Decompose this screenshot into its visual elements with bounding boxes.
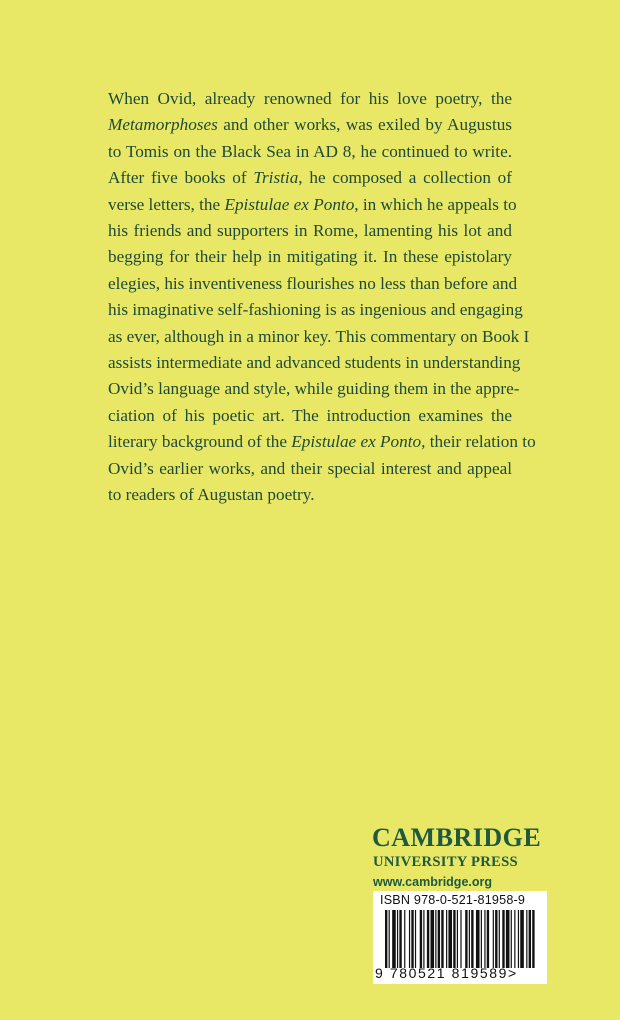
barcode-bar bbox=[484, 910, 485, 968]
blurb-line bbox=[108, 244, 512, 270]
barcode-bar bbox=[487, 910, 489, 968]
barcode-addon-mark: > bbox=[508, 965, 518, 981]
barcode-bar bbox=[453, 910, 455, 968]
barcode-bar bbox=[448, 910, 452, 968]
isbn-label: ISBN 978-0-521-81958-9 bbox=[380, 893, 526, 907]
blurb-text: to Tomis on the Black Sea in AD 8, he continued to write. bbox=[108, 141, 512, 161]
blurb-line bbox=[108, 350, 521, 376]
blurb-line bbox=[108, 324, 530, 350]
barcode-bar bbox=[446, 910, 447, 968]
barcode-bar bbox=[435, 910, 436, 968]
blurb-text: as ever, although in a minor key. This commentary on Book I bbox=[108, 326, 530, 346]
barcode-bars bbox=[385, 910, 537, 968]
barcode-bar bbox=[520, 910, 524, 968]
barcode-bar bbox=[392, 910, 396, 968]
blurb-text: literary background of the bbox=[108, 432, 292, 452]
blurb-line bbox=[108, 112, 512, 138]
blurb-italic-title: Tristia bbox=[253, 168, 299, 188]
blurb-text: his friends and supporters in Rome, lamenting his lot and bbox=[108, 221, 512, 241]
blurb-text: , their relation to bbox=[421, 432, 536, 452]
blurb-text: After five books of bbox=[108, 168, 254, 188]
barcode-bar bbox=[502, 910, 504, 968]
barcode-bar bbox=[423, 910, 424, 968]
blurb-text: ciation of his poetic art. The introduction examines the bbox=[108, 405, 512, 425]
barcode-bar bbox=[385, 910, 387, 968]
barcode-bar bbox=[460, 910, 461, 968]
blurb-line bbox=[108, 456, 512, 482]
blurb-line bbox=[108, 218, 512, 244]
blurb-italic-title: Metamorphoses bbox=[108, 115, 218, 135]
blurb-italic-title: Epistulae ex Ponto bbox=[291, 432, 422, 452]
blurb-text: elegies, his inventiveness flourishes no less than before and bbox=[108, 273, 518, 293]
blurb-line bbox=[108, 297, 523, 323]
blurb-line bbox=[108, 482, 512, 508]
barcode-bar bbox=[506, 910, 510, 968]
blurb-text: verse letters, the bbox=[108, 194, 225, 214]
blurb-text: to readers of Augustan poetry. bbox=[108, 485, 315, 505]
blurb-line bbox=[108, 86, 512, 112]
publisher-imprint bbox=[372, 823, 548, 892]
barcode-bar bbox=[471, 910, 473, 968]
barcode-bar bbox=[457, 910, 458, 968]
blurb-line bbox=[108, 139, 512, 165]
blurb-text: his imaginative self-fashioning is as ingenious and engaging bbox=[108, 300, 523, 320]
blurb-text: Ovid’s language and style, while guiding them in the appre- bbox=[108, 379, 520, 399]
blurb-text: begging for their help in mitigating it. In these epistolary bbox=[108, 247, 512, 267]
blurb-text: , he composed a collection of bbox=[298, 168, 512, 188]
barcode-bar bbox=[499, 910, 500, 968]
blurb-line bbox=[108, 165, 512, 191]
blurb-text: and other works, was exiled by Augustus bbox=[217, 115, 512, 135]
barcode-bar bbox=[493, 910, 494, 968]
blurb-line bbox=[108, 429, 536, 455]
barcode-bar bbox=[404, 910, 405, 968]
barcode-bar bbox=[427, 910, 429, 968]
blurb-line bbox=[108, 376, 520, 402]
barcode-number: 9 780521 819589 bbox=[375, 965, 508, 981]
barcode-bar bbox=[526, 910, 527, 968]
barcode-bar bbox=[511, 910, 512, 968]
isbn-barcode bbox=[373, 891, 547, 984]
barcode-bar bbox=[469, 910, 470, 968]
barcode-bar bbox=[495, 910, 497, 968]
barcode-bar bbox=[441, 910, 443, 968]
barcode-bar bbox=[481, 910, 482, 968]
barcode-bar bbox=[397, 910, 398, 968]
barcode-digits bbox=[375, 965, 518, 981]
blurb-text: , in which he appeals to bbox=[354, 194, 517, 214]
publisher-url: www.cambridge.org bbox=[373, 875, 493, 889]
blurb-line bbox=[108, 403, 512, 429]
barcode-bar bbox=[518, 910, 519, 968]
blurb-text: When Ovid, already renowned for his love poetry, the bbox=[108, 89, 512, 108]
blurb-italic-title: Epistulae ex Ponto bbox=[224, 194, 355, 214]
barcode-bar bbox=[514, 910, 515, 968]
blurb-line bbox=[108, 192, 517, 218]
barcode-bar bbox=[415, 910, 416, 968]
publisher-name: CAMBRIDGE bbox=[372, 823, 542, 852]
barcode-bar bbox=[438, 910, 440, 968]
barcode-bar bbox=[389, 910, 390, 968]
barcode-bar bbox=[399, 910, 401, 968]
barcode-bar bbox=[465, 910, 467, 968]
barcode-bar bbox=[529, 910, 531, 968]
barcode-bar bbox=[532, 910, 534, 968]
blurb-text: assists intermediate and advanced students in understanding bbox=[108, 353, 521, 373]
blurb-text: Ovid’s earlier works, and their special interest and appeal bbox=[108, 458, 512, 478]
barcode-bar bbox=[430, 910, 434, 968]
cover-blurb bbox=[108, 86, 536, 509]
barcode-bar bbox=[420, 910, 422, 968]
barcode-bar bbox=[409, 910, 410, 968]
blurb-line bbox=[108, 271, 518, 297]
barcode-bar bbox=[476, 910, 480, 968]
barcode-bar bbox=[411, 910, 413, 968]
publisher-subtitle: UNIVERSITY PRESS bbox=[373, 854, 518, 870]
